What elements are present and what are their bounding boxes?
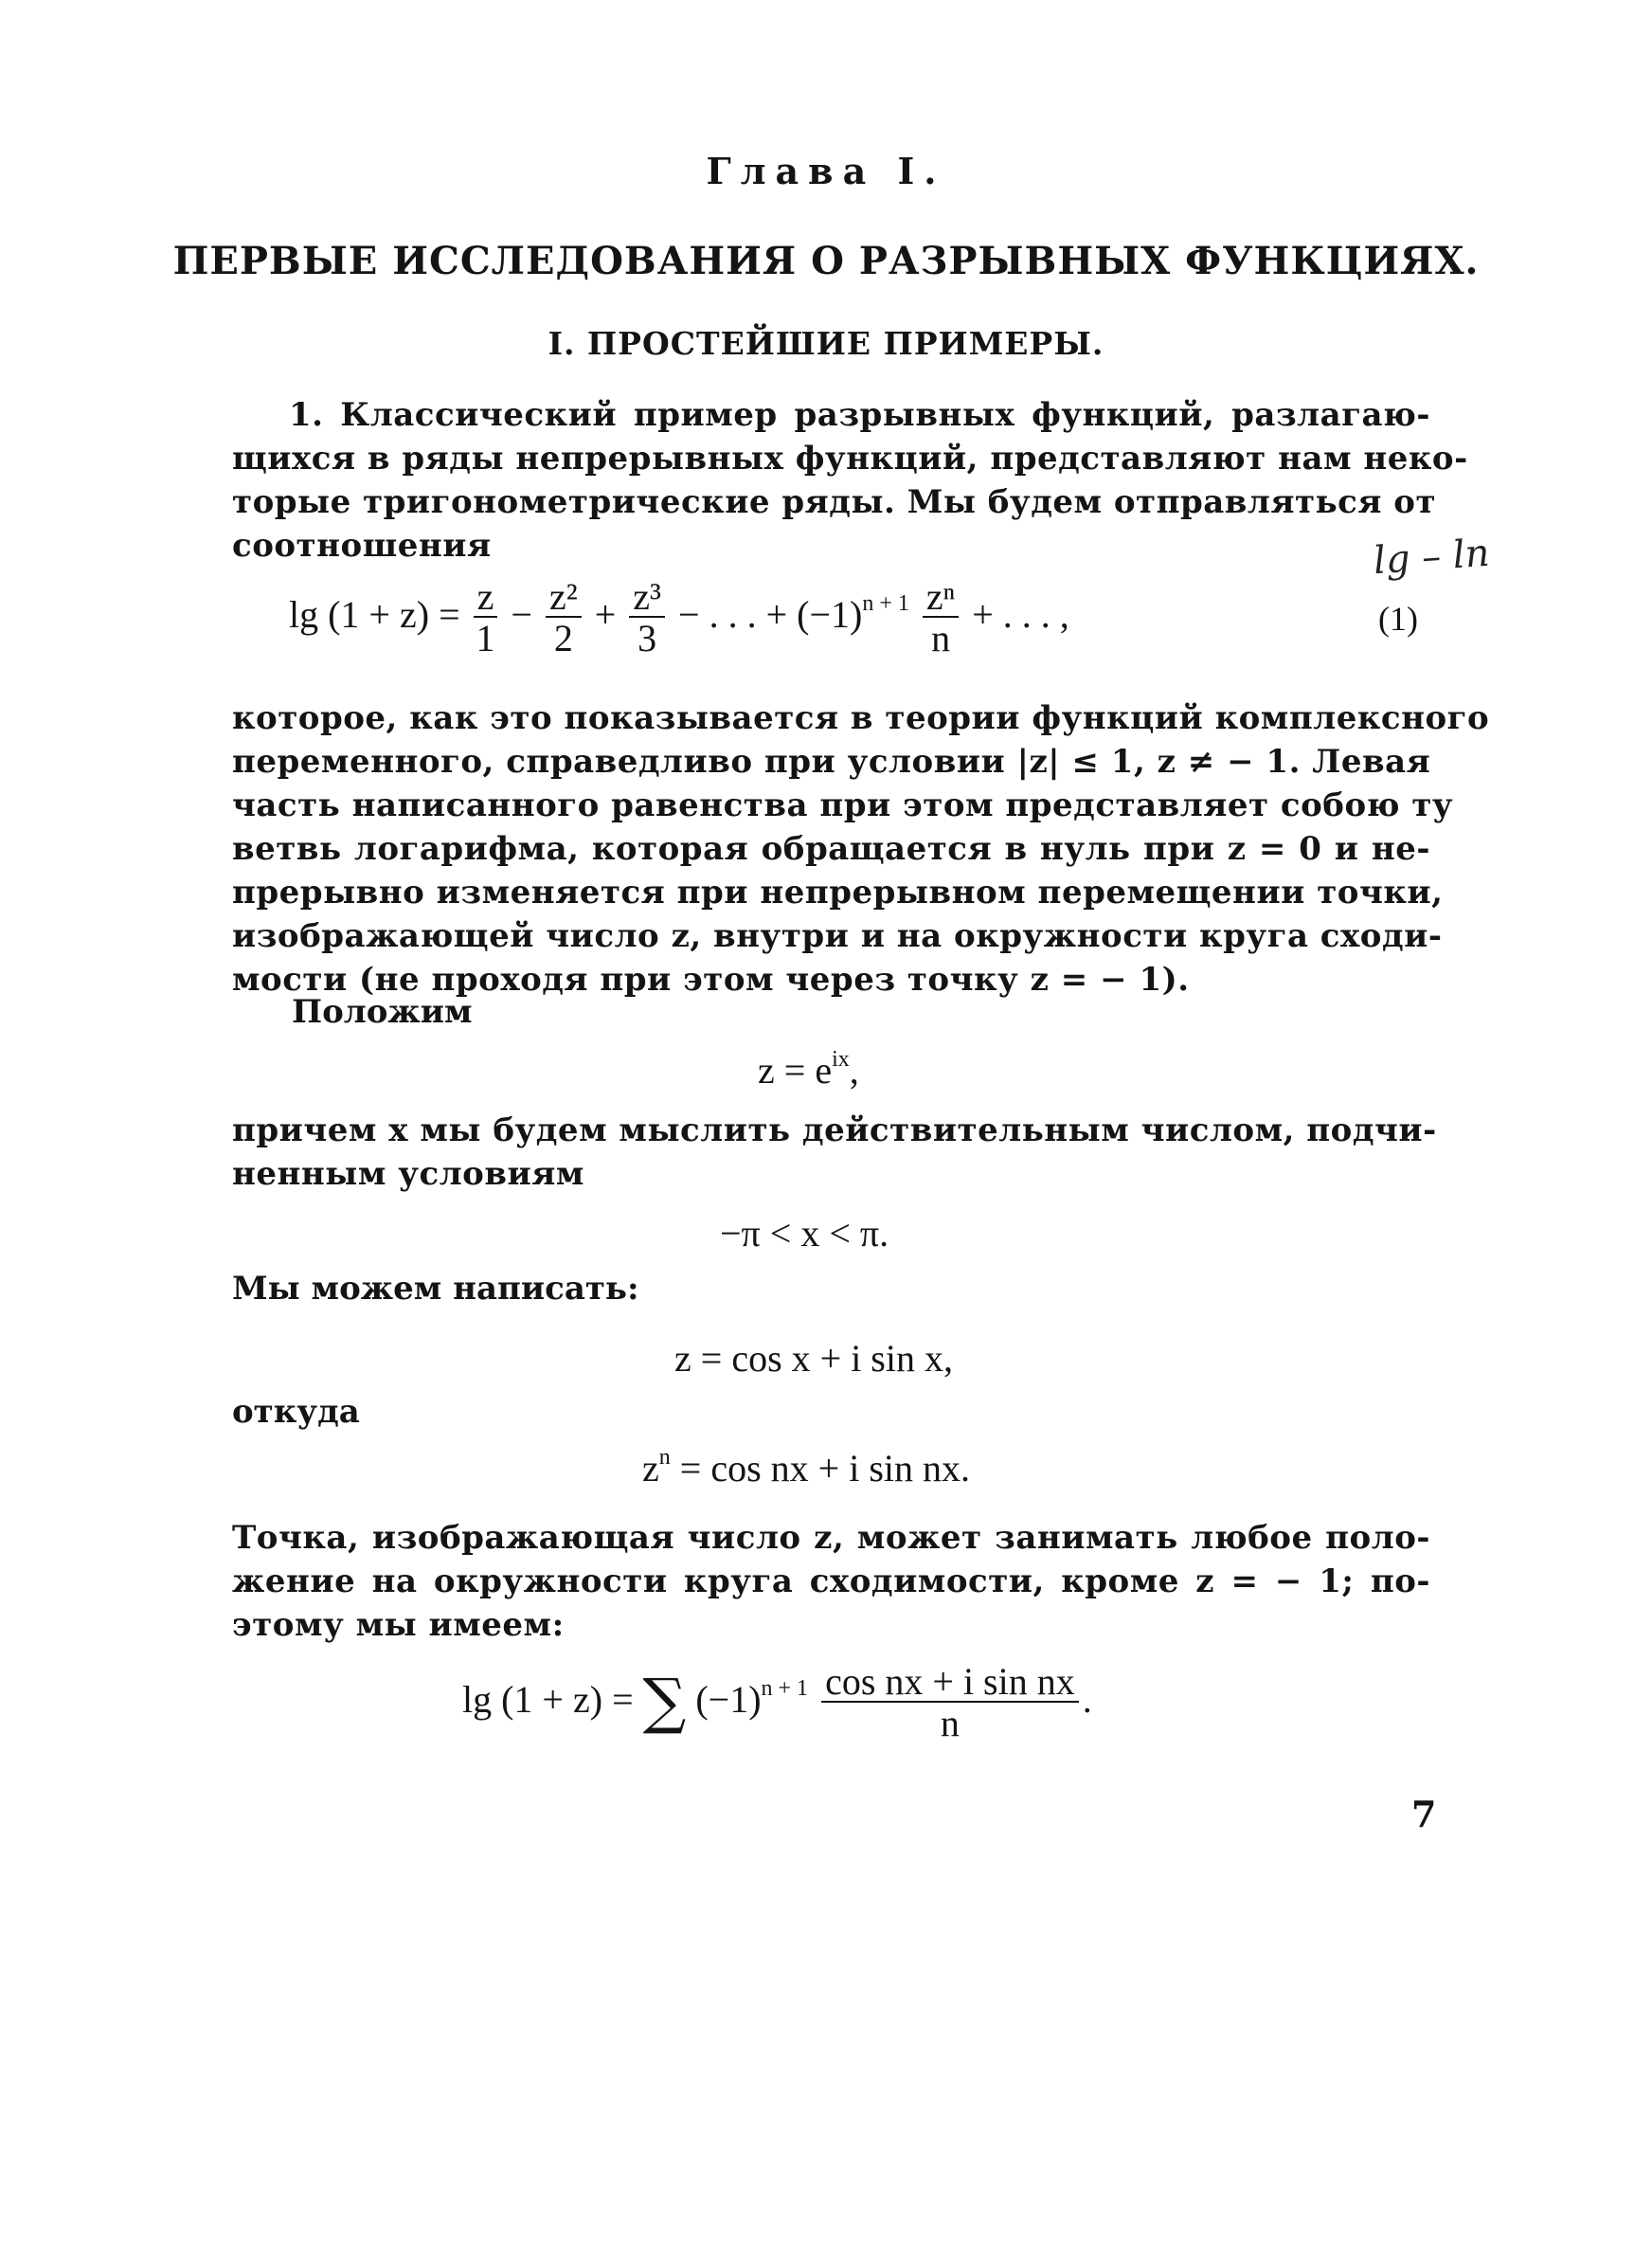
paragraph-2 bbox=[232, 696, 1490, 1002]
eq1-minus: − bbox=[511, 593, 532, 637]
eq1-tail: + . . . , bbox=[972, 593, 1069, 637]
equation-5 bbox=[642, 1445, 970, 1490]
equation-2 bbox=[758, 1047, 859, 1092]
text-line: изображающей число z, внутри и на окружности круга сходи- bbox=[232, 917, 1443, 955]
equation-3: −π < x < π. bbox=[720, 1212, 889, 1255]
eq1-term-1-num: z bbox=[474, 578, 498, 618]
equation-4: z = cos x + i sin x, bbox=[674, 1337, 953, 1380]
eq1-term-2 bbox=[546, 575, 582, 659]
eq5-lhs: z bbox=[642, 1447, 659, 1490]
text-line: Точка, изображающая число z, может занимать любое поло- bbox=[232, 1519, 1430, 1557]
paragraph-4 bbox=[232, 1516, 1430, 1647]
handwritten-margin-note: lg – ln bbox=[1372, 531, 1491, 584]
eq6-exponent: n + 1 bbox=[761, 1676, 809, 1702]
equation-number: (1) bbox=[1378, 600, 1418, 638]
text-line: мости (не проходя при этом через точку z = − 1). bbox=[232, 961, 1190, 999]
text-line: ветвь логарифма, которая обращается в нуль при z = 0 и не- bbox=[232, 830, 1430, 868]
text-line: жение на окружности круга сходимости, кроме z = − 1; по- bbox=[232, 1562, 1430, 1600]
eq1-term-3-den: 3 bbox=[637, 617, 657, 659]
text-line: 1. Классический пример разрывных функций, разлагаю- bbox=[289, 396, 1430, 434]
text-line: щихся в ряды непрерывных функций, представляют нам неко- bbox=[232, 440, 1468, 478]
text-line: ненным условиям bbox=[232, 1155, 584, 1193]
eq1-term-n bbox=[923, 575, 959, 659]
text-line: торые тригонометрические ряды. Мы будем отправляться от bbox=[232, 483, 1437, 521]
equation-1 bbox=[289, 575, 1069, 659]
text-line: этому мы имеем: bbox=[232, 1606, 565, 1644]
eq1-term-3-num: z³ bbox=[629, 578, 665, 618]
eq1-exponent: n + 1 bbox=[862, 591, 909, 617]
eq2-tail: , bbox=[849, 1049, 859, 1092]
eq1-term-2-den: 2 bbox=[553, 617, 573, 659]
eq1-term-1-den: 1 bbox=[476, 617, 495, 659]
eq5-exponent: n bbox=[658, 1445, 671, 1470]
summation-symbol: ∑ bbox=[642, 1667, 687, 1738]
eq1-dots: − . . . + (−1) bbox=[678, 593, 863, 637]
text-line: причем x мы будем мыслить действительным числом, подчи- bbox=[232, 1111, 1437, 1149]
equation-6 bbox=[462, 1660, 1092, 1744]
section-heading: I. ПРОСТЕЙШИЕ ПРИМЕРЫ. bbox=[548, 325, 1104, 362]
label-my-mozhem: Мы можем написать: bbox=[232, 1270, 639, 1308]
eq1-term-n-num: zⁿ bbox=[923, 578, 959, 618]
eq1-term-n-den: n bbox=[931, 617, 951, 659]
text-line: переменного, справедливо при условии |z| ≤ 1, z ≠ − 1. Левая bbox=[232, 743, 1431, 781]
paragraph-3 bbox=[232, 1109, 1437, 1196]
text-line: соотношения bbox=[232, 527, 492, 565]
eq1-term-3 bbox=[629, 575, 665, 659]
eq5-rhs: = cos nx + i sin nx. bbox=[679, 1447, 970, 1490]
eq2-exponent: ix bbox=[832, 1047, 850, 1072]
eq6-fraction bbox=[821, 1660, 1079, 1744]
text-line: которое, как это показывается в теории функций комплексного bbox=[232, 699, 1490, 737]
chapter-title: ПЕРВЫЕ ИССЛЕДОВАНИЯ О РАЗРЫВНЫХ ФУНКЦИЯХ. bbox=[172, 239, 1480, 283]
eq6-tail: . bbox=[1082, 1678, 1092, 1722]
eq1-term-2-num: z² bbox=[546, 578, 582, 618]
page-number: 7 bbox=[1411, 1793, 1437, 1835]
eq1-lhs: lg (1 + z) = bbox=[289, 593, 460, 637]
label-otkuda: откуда bbox=[232, 1393, 360, 1431]
chapter-heading: Глава I. bbox=[706, 150, 946, 192]
eq6-lhs: lg (1 + z) = bbox=[462, 1678, 634, 1722]
eq2-lhs: z = e bbox=[758, 1049, 833, 1092]
text-line: прерывно изменяется при непрерывном перемещении точки, bbox=[232, 874, 1444, 912]
label-polozhim: Положим bbox=[292, 993, 473, 1031]
eq1-plus: + bbox=[594, 593, 617, 637]
eq6-numerator: cos nx + i sin nx bbox=[821, 1663, 1079, 1703]
eq1-term-1 bbox=[474, 575, 498, 659]
eq6-factor: (−1) bbox=[695, 1678, 762, 1722]
eq6-denominator: n bbox=[940, 1702, 960, 1744]
text-line: часть написанного равенства при этом представляет собою ту bbox=[232, 786, 1454, 824]
